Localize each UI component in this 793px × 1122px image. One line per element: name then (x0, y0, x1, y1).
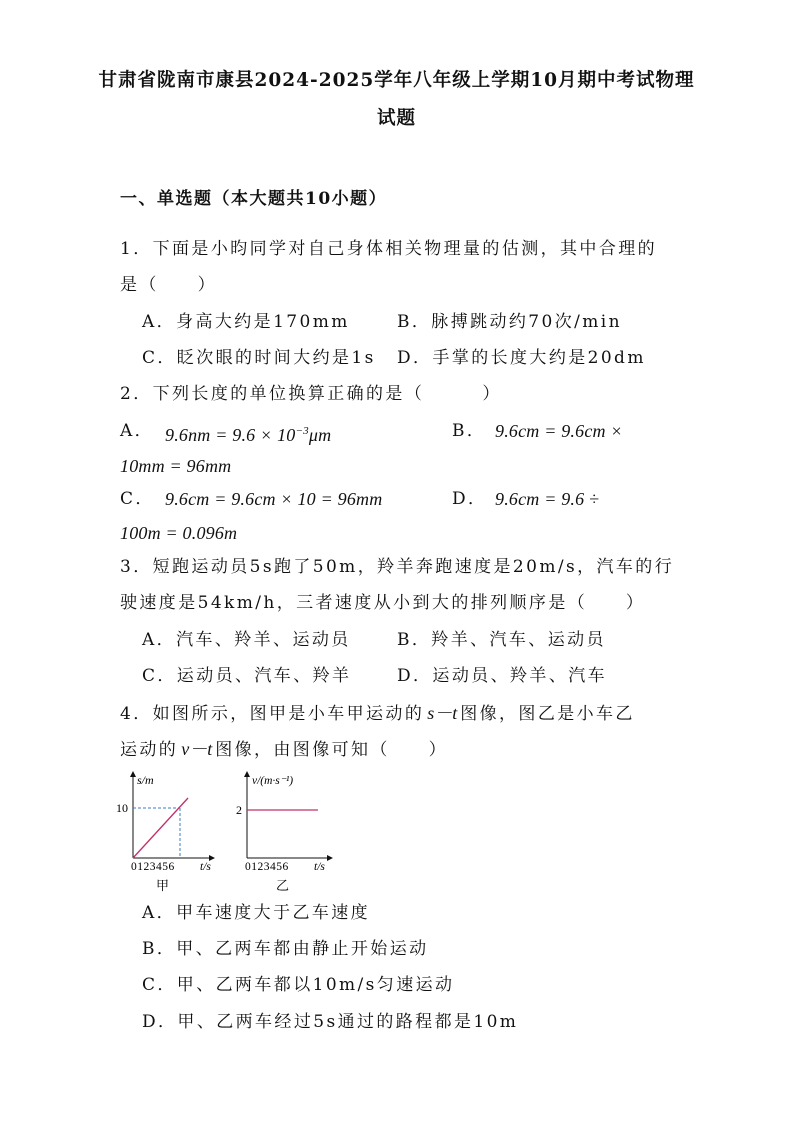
st-graph-jia (112, 770, 217, 895)
q2-option-a-label: A． (120, 421, 155, 441)
q3-stem-cont: 驶速度是54km/h，三者速度从小到大的排列顺序是（ ） (120, 593, 646, 613)
q1-option-b: B．脉搏跳动约70次/min (397, 312, 622, 332)
q2-option-a-expr: $9.6nm = 9.6 \times 10^{-3}\mu m$ (165, 425, 332, 445)
q4-stem: 4．如图所示，图甲是小车甲运动的 s－t 图像，图乙是小车乙 (120, 703, 635, 724)
q4-option-b: B．甲、乙两车都由静止开始运动 (142, 939, 429, 959)
q3-option-d: D．运动员、羚羊、汽车 (397, 666, 608, 686)
q1-stem-cont: 是（ ） (120, 275, 217, 295)
q3-option-b: B．羚羊、汽车、运动员 (397, 630, 606, 650)
q3-option-c: C．运动员、汽车、羚羊 (142, 666, 352, 686)
yi-y-label: v/(m·s⁻¹) (252, 775, 294, 787)
yi-caption: 乙 (276, 878, 290, 893)
q2-stem: 2．下列长度的单位换算正确的是（ ） (120, 384, 502, 404)
q3-stem: 3．短跑运动员5s跑了50m，羚羊奔跑速度是20m/s，汽车的行 (120, 557, 675, 577)
q2-option-c-label: C． (120, 489, 155, 509)
q4-option-c: C．甲、乙两车都以10m/s匀速运动 (142, 975, 455, 995)
jia-x-ticks: 0123456 (131, 861, 175, 873)
section-heading: 一、单选题（本大题共10小题） (120, 189, 388, 209)
q2-option-d-expr-cont: 100m = 0.096m (120, 523, 238, 543)
yi-x-ticks: 0123456 (245, 861, 289, 873)
yi-x-label: t/s (314, 861, 325, 873)
q2-option-a-exponent: −3 (295, 425, 309, 437)
q4-vt-variable: v－t (181, 739, 213, 759)
q2-option-b-expr-cont: 10mm = 96mm (120, 456, 232, 476)
yi-y-tick: 2 (236, 803, 242, 817)
jia-y-tick: 10 (116, 801, 128, 815)
page-title-cont: 试题 (376, 108, 416, 129)
jia-y-label: s/m (137, 773, 154, 787)
jia-x-label: t/s (200, 861, 211, 873)
jia-caption: 甲 (156, 878, 170, 893)
q2-option-c-expr: 9.6cm = 9.6cm × 10 = 96mm (165, 489, 383, 509)
q2-option-b-label: B． (452, 421, 487, 441)
q4-option-d: D．甲、乙两车经过5s通过的路程都是10m (142, 1012, 519, 1032)
q2-option-d-label: D． (452, 489, 488, 509)
q4-option-a: A．甲车速度大于乙车速度 (142, 903, 371, 923)
q1-option-c: C．眨次眼的时间大约是1s (142, 348, 376, 368)
q3-option-a: A．汽车、羚羊、运动员 (142, 630, 351, 650)
q1-option-a: A．身高大约是170mm (142, 312, 350, 332)
q4-st-variable: s－t (427, 703, 458, 723)
q4-stem-cont: 运动的 v－t 图像，由图像可知（ ） (120, 739, 449, 760)
page-title: 甘肃省陇南市康县2024-2025学年八年级上学期10月期中考试物理 (98, 70, 695, 91)
q2-option-b-expr: 9.6cm = 9.6cm × (495, 421, 623, 441)
q2-option-d-expr: 9.6cm = 9.6 ÷ (495, 489, 600, 509)
vt-graph-yi (226, 770, 336, 895)
q1-option-d: D．手掌的长度大约是20dm (397, 348, 646, 368)
q1-stem: 1．下面是小昀同学对自己身体相关物理量的估测，其中合理的 (120, 239, 658, 259)
